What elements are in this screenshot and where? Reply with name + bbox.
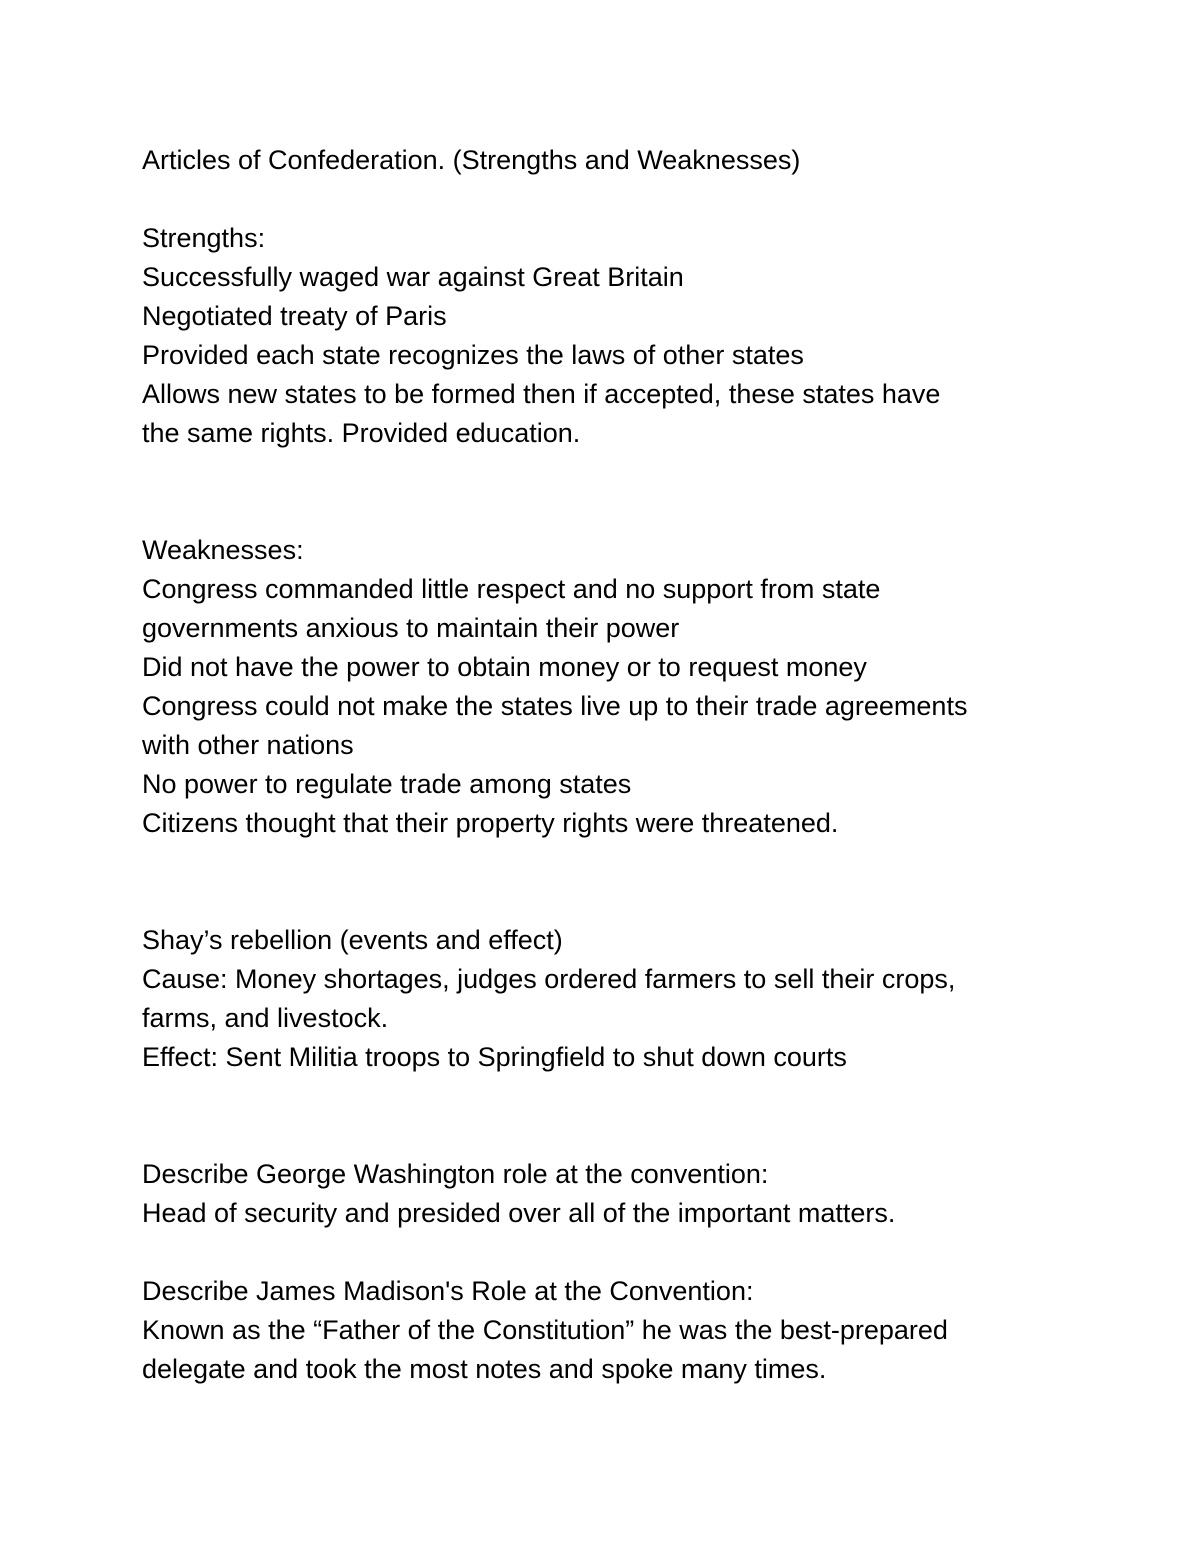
shays-rebellion-section <box>142 921 1102 1077</box>
madison-line: Known as the “Father of the Constitution” he was the best-prepared <box>142 1315 948 1345</box>
strengths-section <box>142 219 1102 453</box>
weaknesses-line: with other nations <box>142 730 354 760</box>
weaknesses-heading: Weaknesses: <box>142 535 304 565</box>
washington-heading: Describe George Washington role at the convention: <box>142 1159 769 1189</box>
shays-line: farms, and livestock. <box>142 1003 389 1033</box>
weaknesses-line: Did not have the power to obtain money or to request money <box>142 652 867 682</box>
shays-heading: Shay’s rebellion (events and effect) <box>142 925 563 955</box>
spacer <box>142 843 1102 921</box>
madison-section <box>142 1272 1102 1389</box>
weaknesses-line: No power to regulate trade among states <box>142 769 632 799</box>
shays-line: Effect: Sent Militia troops to Springfield to shut down courts <box>142 1042 847 1072</box>
strengths-line: Provided each state recognizes the laws of other states <box>142 340 804 370</box>
strengths-heading: Strengths: <box>142 223 266 253</box>
strengths-line: Successfully waged war against Great Britain <box>142 262 684 292</box>
strengths-line: the same rights. Provided education. <box>142 418 581 448</box>
weaknesses-line: governments anxious to maintain their power <box>142 613 680 643</box>
washington-line: Head of security and presided over all of the important matters. <box>142 1198 896 1228</box>
weaknesses-section <box>142 531 1102 843</box>
shays-line: Cause: Money shortages, judges ordered farmers to sell their crops, <box>142 964 956 994</box>
madison-heading: Describe James Madison's Role at the Convention: <box>142 1276 754 1306</box>
weaknesses-line: Congress could not make the states live up to their trade agreements <box>142 691 968 721</box>
document-body <box>142 141 1102 1389</box>
spacer <box>142 180 1102 219</box>
washington-section <box>142 1155 1102 1233</box>
weaknesses-line: Citizens thought that their property rights were threatened. <box>142 808 839 838</box>
weaknesses-line: Congress commanded little respect and no support from state <box>142 574 881 604</box>
strengths-line: Negotiated treaty of Paris <box>142 301 447 331</box>
spacer <box>142 453 1102 531</box>
madison-line: delegate and took the most notes and spoke many times. <box>142 1354 827 1384</box>
strengths-line: Allows new states to be formed then if accepted, these states have <box>142 379 941 409</box>
document-title: Articles of Confederation. (Strengths and Weaknesses) <box>142 145 801 175</box>
spacer <box>142 1077 1102 1155</box>
spacer <box>142 1233 1102 1272</box>
